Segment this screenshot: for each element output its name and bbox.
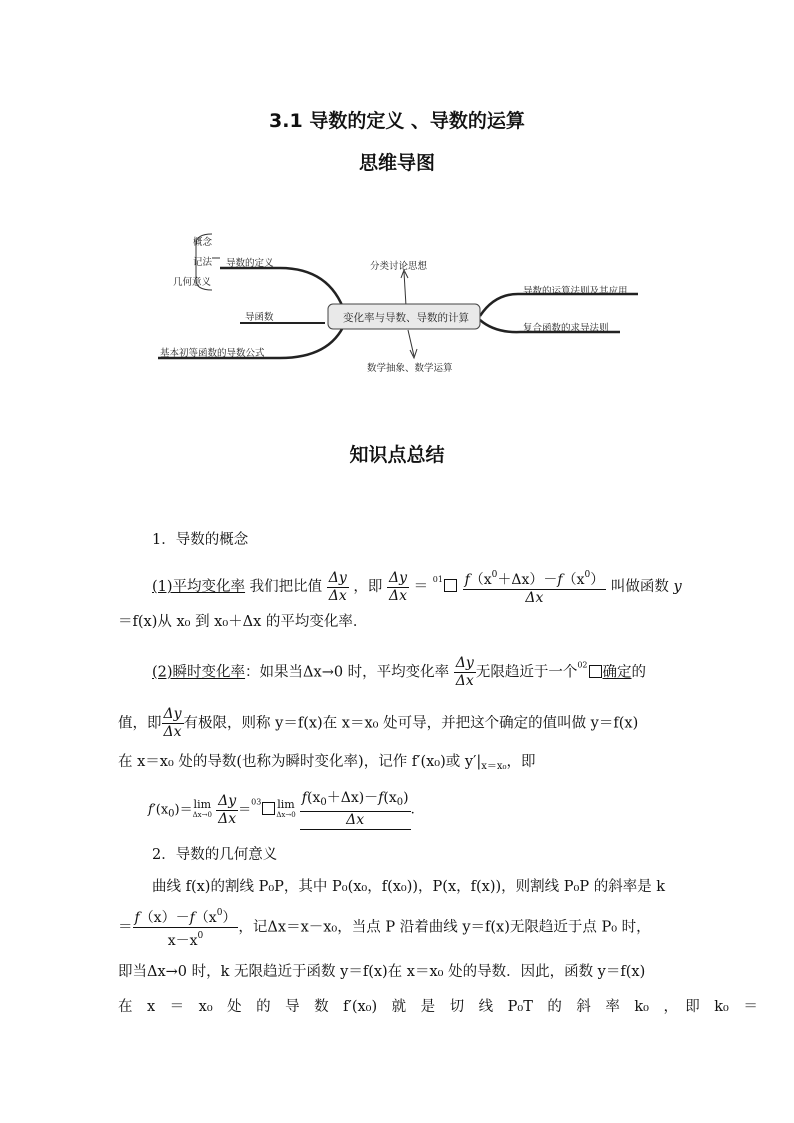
- mindmap-heading: 思维导图: [358, 152, 435, 174]
- fraction-secant-slope: $\frac{f(x)-f(x^0)}{x-x^0}$: [133, 905, 239, 950]
- blank-box-02: [589, 665, 602, 678]
- paragraph-derivative-notation: 在 x＝x₀ 处的导数(也称为瞬时变化率)，记作 f′(x₀)或 $y'|_{x=x_0}$，即: [118, 754, 536, 772]
- page-title: 3.1 导数的定义 、导数的运算: [269, 110, 525, 132]
- mm-branch-basic-formulas: 基本初等函数的导数公式: [160, 348, 265, 359]
- fraction-dy-dx: $\frac{\Delta y}{\Delta x}$: [328, 569, 347, 604]
- mm-branch-chain-rule: 复合函数的求导法则: [523, 323, 609, 334]
- fraction-dy-dx-2: $\frac{\Delta y}{\Delta x}$: [389, 569, 408, 604]
- mm-branch-definition: 导数的定义: [226, 258, 274, 269]
- mm-sub-notation: 记法: [193, 257, 213, 268]
- formula-derivative-limit: $f'(x_0)=$ lim Δx→0 $\frac{\Delta y}{\Delta x}$ ＝$^{03}$ lim Δx→0 $\frac{f(x_0+\Delta x)-f(x_0)}{\Delta x}$ .: [148, 790, 415, 828]
- blank-box-03: [262, 802, 275, 815]
- mm-branch-derivative-function: 导函数: [245, 312, 274, 323]
- blank-box-01: [444, 579, 457, 592]
- paragraph-secant-slope: ＝ $\frac{f(x)-f(x^0)}{x-x^0}$ ，记Δx＝x－x₀，当点 P 沿着曲线 y＝f(x)无限趋近于点 P₀ 时，: [118, 905, 651, 950]
- mm-top-thought: 分类讨论思想: [370, 261, 428, 272]
- fraction-difference-quotient: $\frac{f(x^0+\Delta x)-f(x^0)}{\Delta x}$: [463, 567, 607, 607]
- fraction-dy-dx-3: $\frac{\Delta y}{\Delta x}$: [455, 655, 474, 689]
- mm-sub-geometry: 几何意义: [173, 277, 212, 288]
- mm-branch-rules: 导数的运算法则及其应用: [523, 286, 628, 297]
- section-2-heading: 2．导数的几何意义: [152, 847, 278, 863]
- paragraph-tangent-limit: 即当Δx→0 时，k 无限趋近于函数 y＝f(x)在 x＝x₀ 处的导数．因此，函数 y＝f(x): [118, 964, 646, 980]
- paragraph-secant: 曲线 f(x)的割线 P₀P，其中 P₀(x₀，f(x₀))，P(x，f(x))，则割线 P₀P 的斜率是 k: [152, 879, 666, 895]
- paragraph-tangent-slope: 在 x ＝ x₀ 处 的 导 数 f′(x₀) 就 是 切 线 P₀T 的 斜 率 k₀ ， 即 k₀ ＝: [118, 999, 758, 1015]
- paragraph-limit: 值，即 $\frac{\Delta y}{\Delta x}$ 有极限，则称 y＝f(x)在 x＝x₀ 处可导，并把这个确定的值叫做 y＝f(x): [118, 706, 639, 740]
- paragraph-average-rate-cont: ＝f(x)从 x₀ 到 x₀＋Δx 的平均变化率．: [118, 614, 368, 630]
- fraction-dy-dx-4: $\frac{\Delta y}{\Delta x}$: [163, 706, 182, 740]
- summary-heading: 知识点总结: [349, 444, 445, 466]
- mm-center: 变化率与导数、导数的计算: [343, 312, 469, 324]
- mm-sub-concept: 概念: [193, 237, 213, 248]
- paragraph-instant-rate: (2)瞬时变化率：如果当Δx→0 时，平均变化率 $\frac{\Delta y}{\Delta x}$ 无限趋近于一个$^{02}$ 确定的: [152, 655, 647, 689]
- paragraph-average-rate: (1)平均变化率 我们把比值 $\frac{\Delta y}{\Delta x}$ ，即 $\frac{\Delta y}{\Delta x}$ ＝ $^{01}$ $\frac{f(x^0+\Delta x)-f(x^0)}{\Delta x}$ 叫做函数 y: [152, 567, 682, 607]
- section-1-heading: 1．导数的概念: [152, 532, 249, 548]
- mm-bottom-thought: 数学抽象、数学运算: [367, 363, 453, 374]
